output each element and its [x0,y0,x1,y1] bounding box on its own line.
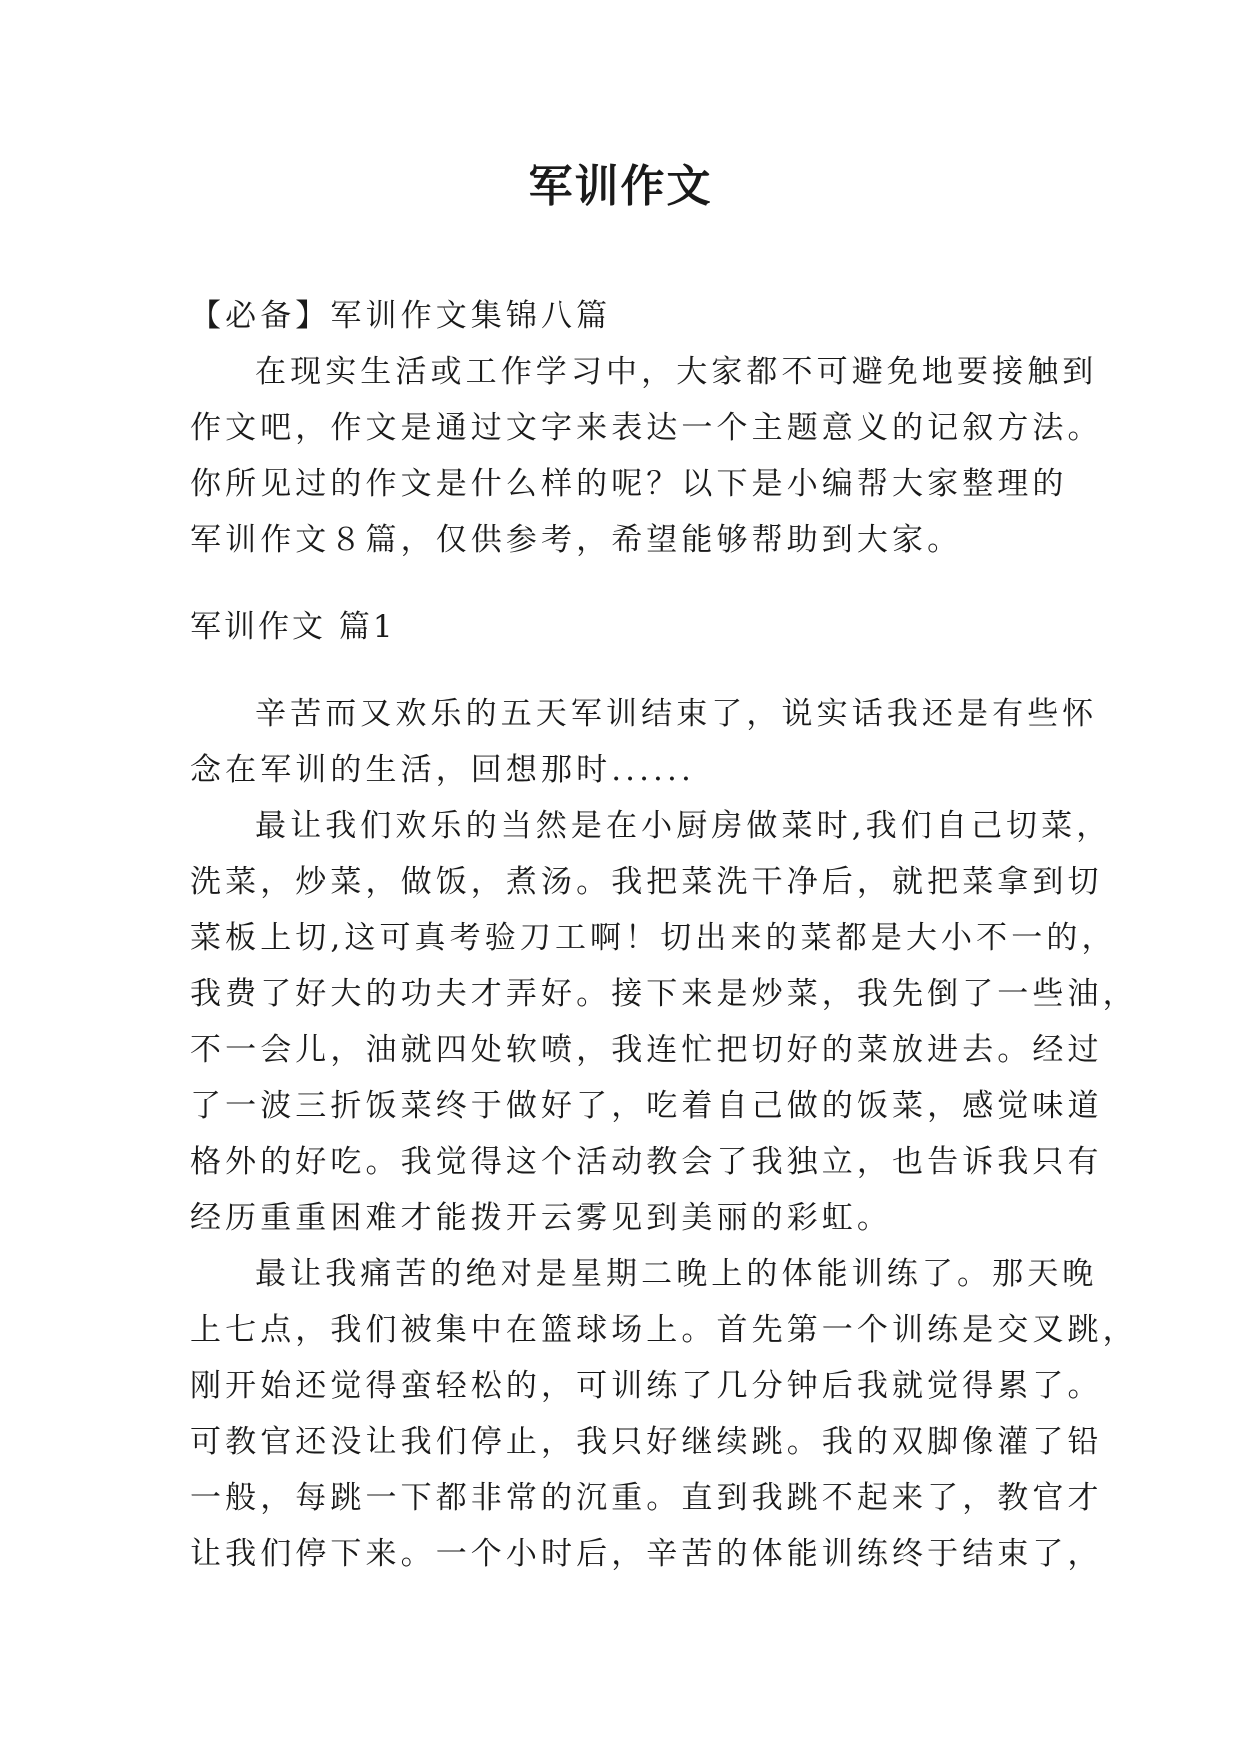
text-line: 格外的好吃。我觉得这个活动教会了我独立，也告诉我只有 [190,1144,1103,1180]
text-line: 辛苦而又欢乐的五天军训结束了，说实话我还是有些怀 [255,696,1098,732]
text-line: 上七点，我们被集中在篮球场上。首先第一个训练是交叉跳， [190,1312,1138,1348]
text-line: 菜板上切,这可真考验刀工啊！切出来的菜都是大小不一的， [190,920,1117,956]
text-line: 一般，每跳一下都非常的沉重。直到我跳不起来了，教官才 [190,1480,1103,1516]
text-line: 刚开始还觉得蛮轻松的，可训练了几分钟后我就觉得累了。 [190,1368,1103,1404]
text-line: 在现实生活或工作学习中，大家都不可避免地要接触到 [255,354,1098,390]
text-line: 你所见过的作文是什么样的呢？以下是小编帮大家整理的 [190,466,1068,502]
text-line: 让我们停下来。一个小时后，辛苦的体能训练终于结束了， [190,1536,1103,1572]
subtitle-line: 【必备】军训作文集锦八篇 [190,298,612,334]
text-line: 最让我们欢乐的当然是在小厨房做菜时,我们自己切菜， [255,808,1112,844]
text-line: 念在军训的生活，回想那时...... [190,752,695,788]
text-line: 最让我痛苦的绝对是星期二晚上的体能训练了。那天晚 [255,1256,1098,1292]
text-line: 我费了好大的功夫才弄好。接下来是炒菜，我先倒了一些油， [190,976,1138,1012]
document-body [190,288,1138,1582]
section-heading: 军训作文 篇1 [190,609,396,645]
page-title: 军训作文 [528,161,713,212]
text-line: 经历重重困难才能拨开云雾见到美丽的彩虹。 [190,1200,892,1236]
text-line: 不一会儿，油就四处软喷，我连忙把切好的菜放进去。经过 [190,1032,1103,1068]
text-line: 军训作文８篇，仅供参考，希望能够帮助到大家。 [190,522,963,558]
text-line: 了一波三折饭菜终于做好了，吃着自己做的饭菜，感觉味道 [190,1088,1103,1124]
text-line: 洗菜，炒菜，做饭，煮汤。我把菜洗干净后，就把菜拿到切 [190,864,1103,900]
text-line: 可教官还没让我们停止，我只好继续跳。我的双脚像灌了铅 [190,1424,1103,1460]
text-line: 作文吧，作文是通过文字来表达一个主题意义的记叙方法。 [190,410,1103,446]
